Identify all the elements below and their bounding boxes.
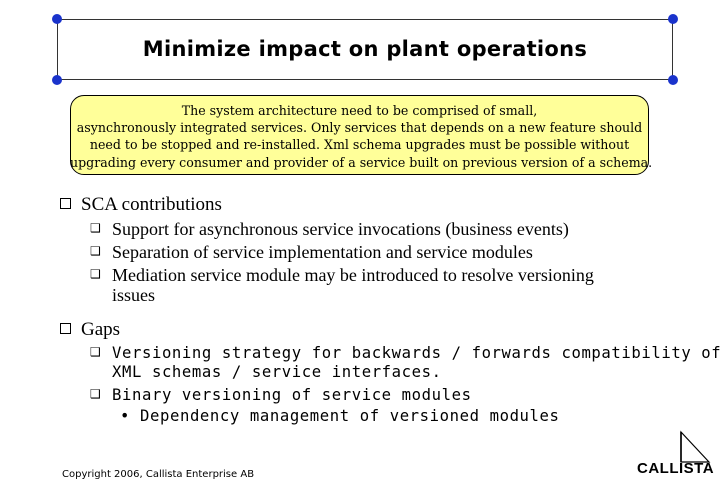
list-item — [90, 219, 569, 240]
arrow-bullet-icon: ❑ — [90, 345, 102, 359]
list-item — [90, 343, 721, 363]
list-item-text: issues — [112, 285, 156, 305]
arrow-bullet-icon: ❑ — [90, 244, 101, 258]
checkbox-bullet-icon — [60, 323, 71, 334]
list-item-text: Versioning strategy for backwards / forwards compatibility of — [112, 344, 722, 362]
list-item-continuation — [90, 362, 442, 382]
list-item-text: Separation of service implementation and service modules — [112, 242, 533, 262]
callout-text — [70, 102, 653, 171]
frame-corner-dot — [52, 75, 62, 85]
list-item — [90, 385, 472, 405]
arrow-bullet-icon: ❑ — [90, 387, 102, 401]
callout-line: need to be stopped and re-installed. Xml schema upgrades must be possible without — [89, 137, 630, 153]
section-heading — [60, 319, 120, 341]
sub-list-item — [120, 407, 560, 425]
list-item-text: XML schemas / service interfaces. — [112, 363, 442, 381]
list-item-text: Mediation service module may be introduced to resolve versioning — [112, 265, 594, 285]
callout-line: The system architecture need to be comprised of small, — [181, 103, 538, 118]
slide-title: Minimize impact on plant operations — [142, 37, 588, 61]
list-item — [90, 265, 594, 286]
copyright: Copyright 2006, Callista Enterprise AB — [62, 469, 255, 480]
frame-corner-dot — [668, 14, 678, 24]
callout-line: upgrading every consumer and provider of a service built on previous version of a schema. — [70, 154, 653, 170]
logo-wordmark: CALLISTA — [637, 460, 715, 477]
dot-bullet-icon: • — [120, 407, 130, 425]
list-item-continuation — [90, 285, 155, 306]
callout-line: asynchronously integrated services. Only services that depends on a new feature should — [76, 120, 643, 136]
frame-corner-dot — [668, 75, 678, 85]
section-heading-label: Gaps — [81, 319, 121, 340]
section-heading — [60, 194, 222, 216]
sub-list-item-text: Dependency management of versioned modules — [140, 407, 560, 425]
list-item-text: Support for asynchronous service invocations (business events) — [112, 219, 569, 239]
checkbox-bullet-icon — [60, 198, 71, 209]
section-heading-label: SCA contributions — [81, 194, 222, 215]
arrow-bullet-icon: ❑ — [90, 267, 101, 281]
arrow-bullet-icon: ❑ — [90, 221, 101, 235]
list-item — [90, 242, 533, 263]
frame-corner-dot — [52, 14, 62, 24]
list-item-text: Binary versioning of service modules — [112, 386, 472, 404]
